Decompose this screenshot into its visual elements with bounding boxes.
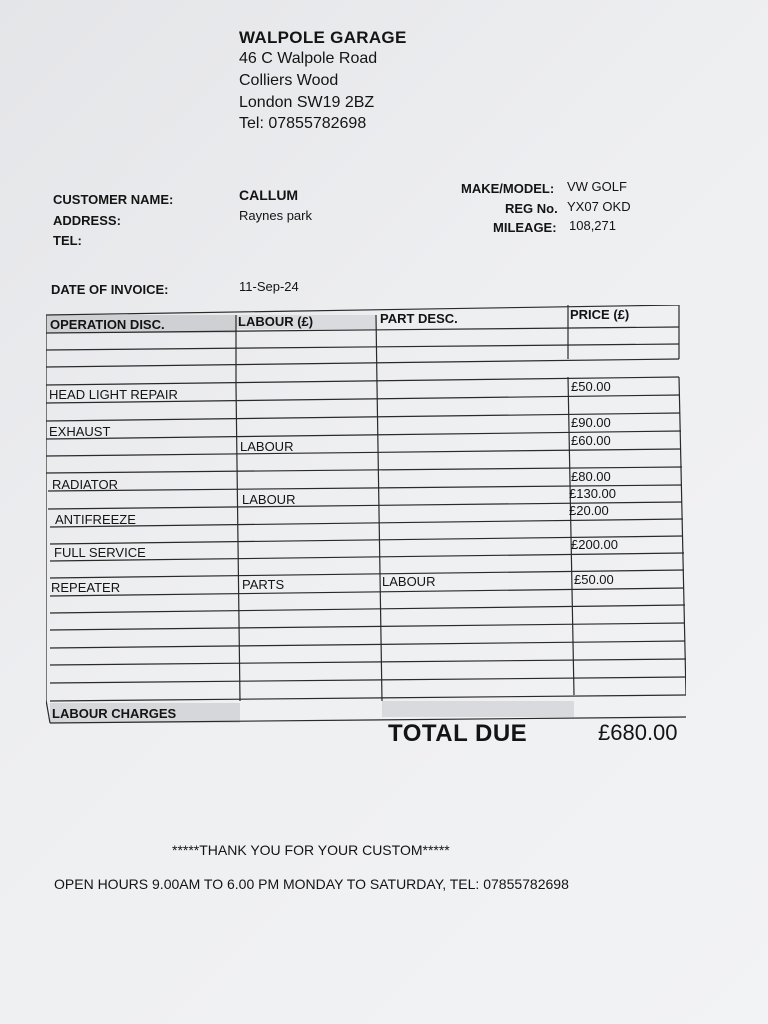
invoice-table (46, 305, 686, 725)
row-price: £90.00 (571, 415, 611, 430)
make-model-value: VW GOLF (567, 179, 627, 194)
row-price: £50.00 (571, 379, 611, 394)
garage-address-line-1: 46 C Walpole Road (239, 50, 378, 67)
header-part-desc: PART DESC. (380, 311, 458, 326)
header-price: PRICE (£) (570, 307, 630, 322)
row-labour: PARTS (242, 577, 285, 592)
customer-address: Raynes park (239, 208, 312, 223)
customer-address-label: ADDRESS: (53, 213, 121, 228)
row-part: LABOUR (382, 574, 436, 589)
mileage-label: MILEAGE: (493, 220, 557, 235)
customer-name: CALLUM (239, 187, 299, 203)
reg-label: REG No. (505, 201, 558, 216)
row-price: £50.00 (574, 572, 614, 587)
mileage-value: 108,271 (569, 218, 616, 233)
row-operation: EXHAUST (49, 424, 111, 439)
garage-tel: Tel: 07855782698 (239, 115, 367, 132)
invoice-date: 11-Sep-24 (239, 279, 299, 294)
row-operation: REPEATER (51, 580, 121, 595)
row-operation: ANTIFREEZE (55, 512, 136, 527)
reg-value: YX07 OKD (567, 199, 631, 214)
opening-hours: OPEN HOURS 9.00AM TO 6.00 PM MONDAY TO SATURDAY, TEL: 07855782698 (54, 876, 569, 892)
invoice-date-label: DATE OF INVOICE: (51, 282, 169, 297)
row-operation: FULL SERVICE (54, 545, 146, 560)
customer-name-label: CUSTOMER NAME: (53, 192, 174, 207)
row-price: £130.00 (569, 486, 616, 501)
row-price: £60.00 (571, 433, 611, 448)
total-due-label: TOTAL DUE (388, 720, 528, 747)
row-price: £80.00 (571, 469, 611, 484)
garage-address-line-3: London SW19 2BZ (239, 94, 375, 111)
row-operation: HEAD LIGHT REPAIR (49, 387, 178, 402)
customer-tel-label: TEL: (53, 233, 82, 248)
header-labour: LABOUR (£) (238, 314, 314, 329)
header-operation: OPERATION DISC. (50, 317, 165, 332)
row-operation: RADIATOR (52, 477, 118, 492)
make-model-label: MAKE/MODEL: (461, 181, 555, 196)
row-labour: LABOUR (240, 439, 294, 454)
garage-name: WALPOLE GARAGE (239, 28, 407, 47)
row-labour: LABOUR (242, 492, 296, 507)
labour-charges-shade-2 (382, 701, 574, 717)
thank-you-message: *****THANK YOU FOR YOUR CUSTOM***** (172, 842, 450, 858)
labour-charges-label: LABOUR CHARGES (52, 706, 177, 721)
row-price: £200.00 (571, 537, 618, 552)
row-price: £20.00 (569, 503, 609, 518)
total-due-value: £680.00 (598, 720, 678, 745)
garage-address-line-2: Colliers Wood (239, 72, 339, 89)
